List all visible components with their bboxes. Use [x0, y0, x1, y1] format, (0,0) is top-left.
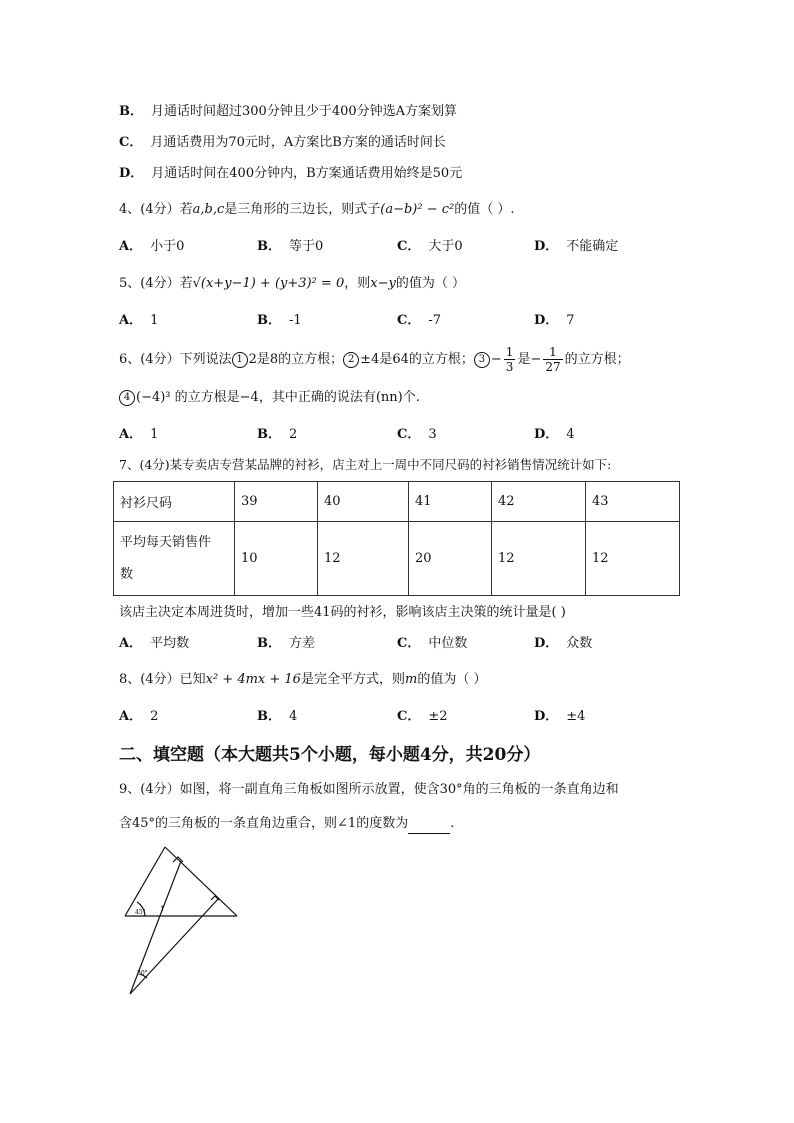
q7-option-d: [534, 634, 592, 654]
q3-option-d: [119, 164, 462, 184]
q7-option-b: [257, 634, 315, 654]
option-text: 2: [150, 709, 159, 724]
option-letter: B．: [257, 427, 281, 442]
q6-minus: −: [490, 352, 502, 367]
row-label-line: 平均每天销售件: [120, 534, 212, 550]
q7-option-c: [397, 634, 467, 654]
option-letter: C．: [397, 313, 421, 328]
q4-vars: a,b,c: [192, 202, 225, 217]
section-2-heading: 二、填空题（本大题共5个小题，每小题4分，共20分）: [119, 745, 541, 765]
option-text: 4: [289, 709, 298, 724]
option-letter: C．: [397, 709, 421, 724]
q3-option-b: [119, 102, 457, 122]
triangle-45-leg: [165, 847, 237, 916]
option-text: 月通话时间在400分钟内，B方案通话费用始终是50元: [151, 166, 463, 181]
q5-prefix: 5、(4分）若: [119, 276, 193, 291]
right-angle-marker: [211, 896, 219, 900]
shirt-sales-table: [113, 481, 680, 596]
option-text: 方差: [289, 636, 316, 651]
option-text: 大于0: [428, 239, 463, 254]
q4-option-d: [534, 237, 618, 257]
fraction-denominator: 27: [545, 360, 561, 374]
table-header-cell: 衬衫尺码: [114, 482, 235, 522]
q6-option-b: [257, 425, 297, 445]
circled-number: 2: [343, 352, 359, 368]
q8-option-d: [534, 707, 585, 727]
q6-option-a: [119, 425, 158, 445]
option-text: 4: [566, 427, 575, 442]
table-cell: 41: [409, 482, 492, 522]
answer-blank: [408, 819, 450, 834]
option-text: 2: [289, 427, 298, 442]
question-5: [119, 274, 465, 294]
question-7: 7、(4分)某专卖店专营某品牌的衬衫，店主对上一周中不同尺码的衬衫销售情况统计如下:: [119, 457, 612, 472]
option-text: -7: [428, 313, 442, 328]
option-letter: A．: [119, 313, 143, 328]
option-letter: C．: [397, 239, 421, 254]
option-letter: D．: [534, 313, 559, 328]
q5-option-b: [257, 311, 302, 331]
table-cell: 42: [492, 482, 586, 522]
q4-expression: (a−b)² − c²: [380, 202, 455, 217]
label-30: 30°: [137, 970, 148, 977]
question-7-followup: 该店主决定本周进货时，增加一些41码的衬衫，影响该店主决策的统计量是( ): [119, 605, 566, 620]
q4-suffix: 的值（ ）.: [454, 202, 515, 217]
question-4: [119, 200, 515, 220]
question-6-line-2: [119, 388, 420, 408]
option-letter: D．: [534, 709, 559, 724]
option-letter: D．: [119, 166, 144, 181]
option-letter: D．: [534, 239, 559, 254]
q5-expression: √(x+y−1) + (y+3)² = 0: [192, 276, 345, 291]
option-text: 1: [150, 427, 159, 442]
circled-number: 1: [232, 352, 248, 368]
q6-option-c: [397, 425, 437, 445]
table-header-cell: [114, 522, 235, 596]
circled-number: 4: [119, 390, 135, 406]
option-text: 3: [428, 427, 437, 442]
table-cell: 43: [586, 482, 680, 522]
circled-number: 3: [474, 352, 490, 368]
fraction-one-twentyseventh: [543, 345, 562, 374]
table-row: [114, 482, 680, 522]
q4-option-b: [257, 237, 323, 257]
q6-is-minus: 是−: [517, 352, 542, 367]
question-9-line-2: [119, 814, 454, 834]
option-letter: C．: [119, 135, 143, 150]
q5-option-a: [119, 311, 158, 331]
option-text: 1: [150, 313, 159, 328]
table-cell: 20: [409, 522, 492, 596]
option-letter: A．: [119, 709, 143, 724]
q6-statement-1: 2是8的立方根；: [248, 352, 344, 367]
q4-option-c: [397, 237, 463, 257]
fraction-numerator: 1: [505, 345, 514, 359]
fraction-one-third: [504, 345, 516, 374]
table-cell: 10: [235, 522, 318, 596]
q9-prefix: 含45°的三角板的一条直角边重合，则∠1的度数为: [119, 816, 409, 831]
q4-mid: 是三角形的三边长，则式子: [224, 202, 381, 217]
option-letter: A．: [119, 239, 143, 254]
fraction-denominator: 3: [505, 360, 514, 374]
q8-mid: 是完全平方式，则: [300, 672, 405, 687]
option-text: 不能确定: [566, 239, 619, 254]
option-text: 月通话费用为70元时，A方案比B方案的通话时间长: [150, 135, 446, 150]
label-angle-1: 1: [160, 905, 165, 913]
triangle-45-hypotenuse: [125, 847, 165, 916]
row-label-line: 数: [120, 566, 134, 582]
q5-target: x−y: [370, 276, 396, 291]
triangle-figure: [115, 840, 245, 1000]
q6-prefix: 6、(4分）下列说法: [119, 352, 232, 367]
table-cell: 40: [318, 482, 409, 522]
q8-options: [119, 707, 679, 727]
q5-suffix: 的值为（ ）: [395, 276, 465, 291]
option-letter: B．: [119, 104, 143, 119]
table-cell: 12: [586, 522, 680, 596]
q4-option-a: [119, 237, 184, 257]
q8-option-b: [257, 707, 297, 727]
option-letter: A．: [119, 636, 143, 651]
option-text: -1: [289, 313, 302, 328]
table-cell: 39: [235, 482, 318, 522]
option-letter: B．: [257, 636, 281, 651]
q5-mid: ，则: [344, 276, 371, 291]
option-text: 众数: [566, 636, 593, 651]
option-letter: B．: [257, 239, 281, 254]
question-9-line-1: 9、(4分）如图，将一副直角三角板如图所示放置，使含30°角的三角板的一条直角边和: [119, 782, 619, 797]
q8-suffix: 的值为（ ）: [417, 672, 487, 687]
option-letter: D．: [534, 427, 559, 442]
fraction-numerator: 1: [543, 345, 562, 360]
q5-option-c: [397, 311, 441, 331]
option-letter: A．: [119, 427, 143, 442]
q8-option-a: [119, 707, 158, 727]
q8-prefix: 8、(4分）已知: [119, 672, 206, 687]
q8-expression: x² + 4mx + 16: [205, 672, 301, 687]
option-letter: B．: [257, 709, 281, 724]
option-text: 等于0: [289, 239, 324, 254]
option-letter: D．: [534, 636, 559, 651]
option-text: 中位数: [428, 636, 468, 651]
table-cell: 12: [318, 522, 409, 596]
q7-options: [119, 634, 679, 654]
question-8: [119, 670, 486, 690]
q7-option-a: [119, 634, 189, 654]
option-text: 7: [566, 313, 575, 328]
q6-statement-2: ±4是64的立方根；: [360, 352, 474, 367]
label-45: 45°: [135, 909, 146, 916]
q6-statement-4: (−4)³ 的立方根是−4，其中正确的说法有(nn)个.: [136, 390, 420, 405]
option-text: 平均数: [150, 636, 190, 651]
q6-option-d: [534, 425, 575, 445]
table-cell: 12: [492, 522, 586, 596]
q8-variable: m: [404, 672, 418, 687]
option-text: 月通话时间超过300分钟且少于400分钟选A方案划算: [151, 104, 458, 119]
q3-option-c: [119, 133, 446, 153]
q4-options: [119, 237, 679, 257]
q5-options: [119, 311, 679, 331]
q6-statement-3-end: 的立方根；: [564, 352, 630, 367]
option-letter: C．: [397, 427, 421, 442]
option-letter: C．: [397, 636, 421, 651]
option-text: ±2: [428, 709, 448, 724]
question-6-line-1: [119, 345, 630, 375]
q5-option-d: [534, 311, 575, 331]
option-text: ±4: [566, 709, 586, 724]
q9-suffix: .: [450, 816, 455, 831]
option-letter: B．: [257, 313, 281, 328]
option-text: 小于0: [150, 239, 185, 254]
q4-prefix: 4、(4分）若: [119, 202, 193, 217]
q8-option-c: [397, 707, 448, 727]
q6-options: [119, 425, 679, 445]
table-row: [114, 522, 680, 596]
